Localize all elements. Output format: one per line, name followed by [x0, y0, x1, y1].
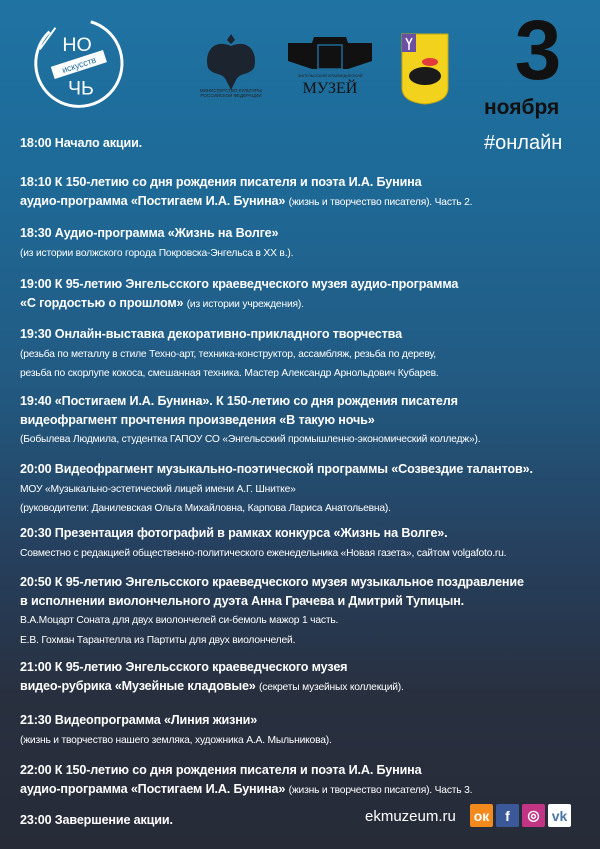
schedule-title-text: 18:00 Начало акции. [20, 136, 143, 150]
schedule-line [20, 479, 600, 499]
schedule-title-text: 20:00 Видеофрагмент музыкально-поэтической программы «Созвездие талантов». [20, 462, 533, 476]
schedule-title-text: 18:10 К 150-летию со дня рождения писателя и поэта И.А. Бунина [20, 175, 422, 189]
schedule-title-text: 22:00 К 150-летию со дня рождения писателя и поэта И.А. Бунина [20, 763, 422, 777]
schedule-line [20, 592, 600, 611]
schedule-title-text: 21:00 К 95-летию Энгельсского краеведческого музея [20, 660, 348, 674]
schedule-line [20, 429, 600, 449]
schedule-note-text: (резьба по металлу в стиле Техно-арт, техника-конструктор, ассамбляж, резьба по дереву, [20, 348, 436, 360]
vk-icon[interactable]: vk [548, 804, 571, 827]
website-link[interactable]: ekmuzeum.ru [365, 808, 456, 825]
schedule-item [20, 761, 600, 799]
schedule-title-text: в исполнении виолончельного дуэта Анна Грачева и Дмитрий Тупицын. [20, 593, 465, 608]
schedule-note-text: Е.В. Гохман Тарантелла из Партиты для двух виолончелей. [20, 634, 296, 646]
schedule-title-text: аудио-программа «Постигаем И.А. Бунина» [20, 193, 289, 208]
schedule-item [20, 460, 600, 518]
schedule-line [20, 630, 600, 650]
schedule-line [20, 573, 600, 592]
schedule-title-text: 19:40 «Постигаем И.А. Бунина». К 150-летию со дня рождения писателя [20, 394, 458, 408]
schedule-item [20, 173, 600, 211]
schedule-line [20, 134, 600, 153]
schedule-note-text: В.А.Моцарт Соната для двух виолончелей си-бемоль мажор 1 часть. [20, 615, 339, 626]
schedule-title-text: видео-рубрика «Музейные кладовые» [20, 678, 260, 693]
schedule-line [20, 543, 600, 563]
schedule-title-text: 20:50 К 95-летию Энгельсского краеведческого музея музыкальное поздравление [20, 575, 524, 589]
schedule-title-text: видеофрагмент прочтения произведения «В такую ночь» [20, 412, 375, 427]
schedule-title-text: 20:30 Презентация фотографий в рамках конкурса «Жизнь на Волге». [20, 526, 448, 540]
schedule-item [20, 573, 600, 649]
schedule-line [20, 677, 600, 697]
schedule-line [20, 325, 600, 344]
schedule-line [20, 173, 600, 192]
schedule-item [20, 711, 600, 749]
schedule-note-text: (жизнь и творчество нашего земляка, художника А.А. Мыльникова). [20, 734, 332, 746]
logo-text-bottom: ЧЬ [67, 77, 94, 100]
schedule-line [20, 711, 600, 730]
schedule-note-text: (Бобылева Людмила, студентка ГАПОУ СО «Энгельсский промышленно-экономический колледж»). [20, 434, 481, 445]
instagram-icon[interactable]: ◎ [522, 804, 545, 827]
odnoklassniki-icon[interactable]: ок [470, 804, 493, 827]
schedule-title-text: 19:00 К 95-летию Энгельсского краеведческого музея аудио-программа [20, 277, 459, 291]
schedule-line [20, 460, 600, 479]
schedule-note-text: МОУ «Музыкально-эстетический лицей имени А.Г. Шнитке» [20, 483, 296, 495]
event-day: 3 [514, 3, 562, 97]
schedule-line [20, 392, 600, 411]
schedule-item [20, 275, 600, 313]
schedule-note-text: (секреты музейных коллекций). [259, 681, 404, 693]
schedule-line [20, 294, 600, 314]
ministry-caption: МИНИСТЕРСТВО КУЛЬТУРЫ РОССИЙСКОЙ ФЕДЕРАЦИИ [199, 88, 263, 98]
schedule-line [20, 224, 600, 243]
museum-subtitle: ЭНГЕЛЬССКИЙ КРАЕВЕДЧЕСКИЙ [297, 73, 363, 78]
schedule-note-text: (из истории учреждения). [186, 298, 304, 310]
schedule-line [20, 344, 600, 364]
museum-building-logo [288, 33, 372, 111]
schedule-line [20, 730, 600, 750]
schedule-line [20, 610, 600, 630]
schedule-line [20, 780, 600, 800]
schedule-line [20, 275, 600, 294]
facebook-icon[interactable]: f [496, 804, 519, 827]
schedule-item [20, 224, 600, 262]
schedule-item [20, 392, 600, 449]
schedule-title-text: 23:00 Завершение акции. [20, 813, 173, 827]
schedule-line [20, 658, 600, 677]
schedule-item [20, 524, 600, 562]
museum-name: МУЗЕЙ [302, 80, 358, 97]
schedule-note-text: Совместно с редакцией общественно-политического еженедельника «Новая газета», сайтом volgafoto.ru. [20, 547, 507, 559]
schedule-line [20, 363, 600, 383]
schedule-item [20, 658, 600, 696]
schedule-note-text: резьба по скорлупе кокоса, смешанная техника. Мастер Александр Арнольдович Кубарев. [20, 368, 439, 379]
schedule-line [20, 524, 600, 543]
engels-coat-of-arms-icon [400, 32, 450, 106]
schedule-note-text: (руководители: Данилевская Ольга Михайловна, Карпова Лариса Анатольевна). [20, 503, 391, 514]
schedule-line [20, 498, 600, 518]
schedule-line [20, 192, 600, 212]
online-hashtag: #онлайн [484, 132, 563, 154]
schedule-title-text: 18:30 Аудио-программа «Жизнь на Волге» [20, 226, 279, 240]
logo-text-middle: искусств [60, 54, 98, 76]
schedule-note-text: (из истории волжского города Покровска-Энгельса в XX в.). [20, 247, 294, 259]
schedule-note-text: (жизнь и творчество писателя). Часть 3. [288, 784, 473, 796]
schedule-title-text: аудио-программа «Постигаем И.А. Бунина» [20, 781, 289, 796]
event-month: ноября [484, 96, 560, 119]
night-of-arts-logo [30, 14, 128, 112]
schedule-line [20, 243, 600, 263]
schedule-title-text: 19:30 Онлайн-выставка декоративно-прикладного творчества [20, 327, 402, 341]
schedule-title-text: «С гордостью о прошлом» [20, 295, 187, 310]
logo-text-top: НО [62, 34, 92, 57]
schedule-line [20, 761, 600, 780]
schedule-item [20, 325, 600, 383]
schedule-title-text: 21:30 Видеопрограмма «Линия жизни» [20, 713, 258, 727]
schedule-note-text: (жизнь и творчество писателя). Часть 2. [288, 196, 473, 208]
schedule-item [20, 134, 600, 153]
schedule-line [20, 411, 600, 430]
